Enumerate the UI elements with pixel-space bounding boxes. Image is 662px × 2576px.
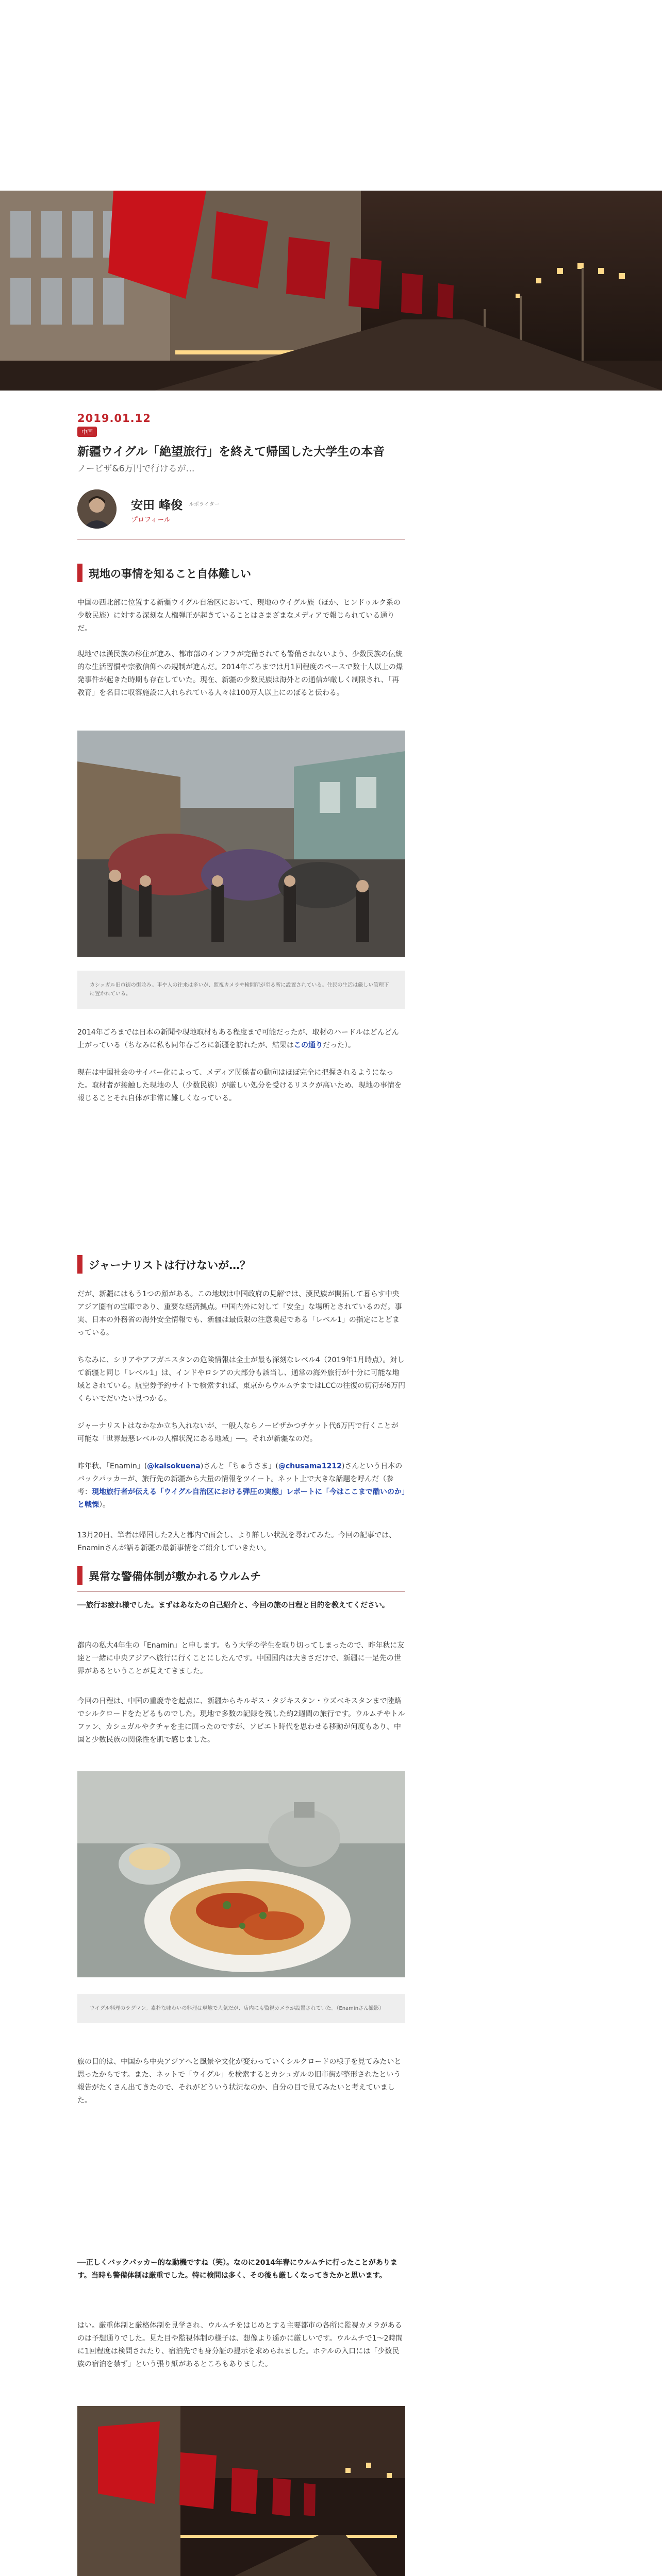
author-role: ルポライター (189, 502, 220, 507)
paragraph: 旅の目的は、中国から中央アジアへと風景や文化が変わっていくシルクロードの様子を見てみたいと思ったからです。また、ネットで「ウイグル」を検索するとカシュガルの旧市街が整形されたという報告がたくさん出てきたので、それがどういう状況なのか、自分の目で見てみたいと考えていました。 (77, 2058, 402, 2105)
inline-link[interactable]: 現地旅行者が伝える「ウイグル自治区における弾圧の実態」レポートに「今はここまで酷いのか」と戦慄 (77, 1488, 405, 1509)
paragraph: 13月20日、筆者は帰国した2人と都内で面会し、より詳しい状況を尋ねてみた。今回の記事では、Enaminさんが語る新疆の最新事情をご紹介していきたい。 (77, 1531, 396, 1552)
section-heading: 現地の事情を知ること自体難しい (77, 566, 405, 581)
interview-question: ──旅行お疲れ様でした。まずはあなたの自己紹介と、今回の旅の日程と目的を教えてください。 (77, 1601, 389, 1609)
paragraph: 都内の私大4年生の「Enamin」と申します。もう大学の学生を取り切ってしまったので、昨年秋に友達と一緒に中央アジアへ旅行に行くことにしたんです。中国国内は大きさだけで、新疆に一足先の世界があるということが見えてきました。 (77, 1641, 405, 1675)
paragraph: ちなみに、シリアやアフガニスタンの危険情報は全土が最も深刻なレベル4（2019年1月時点）。対して新疆と同じ「レベル1」は、インドやロシアの大部分も該当し、通常の海外旅行が十分に可能な地域とされている。航空券予約サイトで検索すれば、東京からウルムチまではLCCの往復の切符が6万円くらいでだいたい見つかる。 (77, 1356, 406, 1403)
article-subtitle: ノービザ&6万円で行けるが… (77, 464, 195, 474)
article-title: 新疆ウイグル「絶望旅行」を終えて帰国した大学生の本音 (77, 445, 385, 459)
paragraph: だが、新疆にはもう1つの顔がある。この地域は中国政府の見解では、漢民族が開拓して暮らす中央アジア圏有の宝庫であり、重要な経済拠点。中国内外に対して「安全」な場所とされているのだ。事実、日本の外務省の海外安全情報でも、新疆は最低限の注意喚起である「レベル1」の指定にとどまっている。 (77, 1290, 402, 1337)
section-heading: ジャーナリストは行けないが…？ (77, 1257, 405, 1273)
category-badge[interactable]: 中国 (77, 427, 97, 437)
paragraph: 現在は中国社会のサイバー化によって、メディア関係者の動向はほぼ完全に把握されるようになった。取材者が接触した現地の人（少数民族）が厳しい処分を受けるリスクが高いため、現地の事情を報じることそれ自体が非常に難しくなっている。 (77, 1069, 402, 1103)
photo-caption: カシュガル旧市街の街並み。車や人の往来は多いが、監視カメラや検問所が至る所に設置されている。住民の生活は厳しい管理下に置かれている。 (77, 971, 405, 1009)
section-heading: 異常な警備体制が敷かれるウルムチ (77, 1568, 405, 1584)
paragraph: 現地では漢民族の移住が進み、都市部のインフラが完備されても警備されないよう、少数民族の伝統的な生活習慣や宗教信仰への規制が進んだ。2014年ごろまでは月1回程度のペースで数十人以上の爆発事件が起きた時期も存在していた。現在、新疆の少数民族は海外との通信が厳しく制限され、「再教育」を名目に収容施設に入れられている人々は100万人以上にのぼると伝わる。 (77, 650, 403, 697)
paragraph: ジャーナリストはなかなか立ち入れないが、一般人ならノービザかつチケット代6万円で行くことが可能な「世界最悪レベルの人権状況にある地域」──。それが新疆なのだ。 (77, 1422, 399, 1443)
author-name: 安田 峰俊 (131, 499, 183, 512)
article-date: 2019.01.12 (77, 412, 151, 425)
author-profile-link[interactable]: プロフィール (131, 516, 171, 524)
paragraph: はい。厳重体制と厳格体制を見学され、ウルムチをはじめとする主要都市の各所に監視カメラがあるのは予想通りでした。見た目や監視体制の様子は、想像より遥かに厳しいです。ウルムチで1〜2時間に1回程度は検問されたり、宿泊先でも身分証の提示を求められました。ホテルの入口には「少数民族の宿泊を禁ず」という張り紙があるところもありました。 (77, 2321, 403, 2368)
person-avatar-icon (77, 489, 117, 529)
food-photo (77, 1771, 405, 1977)
paragraph: 昨年秋、「Enamin」(@kaisokuena)さんと「ちゅうさま」(@chusama1212)さんという日本のバックパッカーが、旅行先の新疆から大量の情報をツイート。ネット上で大きな話題を呼んだ（参考：現地旅行者が伝える「ウイグル自治区における弾圧の実態」レポートに「今はここまで酷いのか」と戦慄）。 (77, 1462, 405, 1509)
twitter-handle-link[interactable]: @kaisokuena (147, 1462, 201, 1470)
paragraph: 今回の日程は、中国の重慶寺を起点に、新疆からキルギス・タジキスタン・ウズベキスタンまで陸路でシルクロードをたどるものでした。現地で多数の記録を残した約2週間の旅行です。ウルムチやトルファン、カシュガルやクチャを主に回ったのですが、ソビエト時代を思わせる移動が何度もあり、中国と少数民族の関係性を肌で感じました。 (77, 1697, 405, 1744)
night-street-photo (77, 2406, 405, 2576)
paragraph: 中国の西北部に位置する新疆ウイグル自治区において、現地のウイグル族（ほか、ヒンドゥルク系の少数民族）に対する深刻な人権弾圧が起きていることはさまざまなメディアで報じられている通りだ。 (77, 599, 401, 633)
photo-caption: ウイグル料理のラグマン。素朴な味わいの料理は現地で人気だが、店内にも監視カメラが設置されていた。（Enaminさん撮影） (77, 1994, 405, 2023)
twitter-handle-link[interactable]: @chusama1212 (278, 1462, 342, 1470)
author-block (77, 489, 402, 529)
interview-question: ──正しくバックパッカー的な動機ですね（笑）。なのに2014年春にウルムチに行ったことがあります。当時も警備体制は厳重でした。特に検問は多く、その後も厳しくなってきたかと思います。 (77, 2259, 398, 2280)
paragraph: 2014年ごろまでは日本の新聞や現地取材もある程度まで可能だったが、取材のハードルはどんどん上がっている（ちなみに私も同年春ごろに新疆を訪れたが、結果はこの通りだった）。 (77, 1028, 399, 1049)
hero-photo (0, 191, 662, 391)
street-photo (77, 731, 405, 957)
inline-link[interactable]: この通り (294, 1041, 323, 1049)
